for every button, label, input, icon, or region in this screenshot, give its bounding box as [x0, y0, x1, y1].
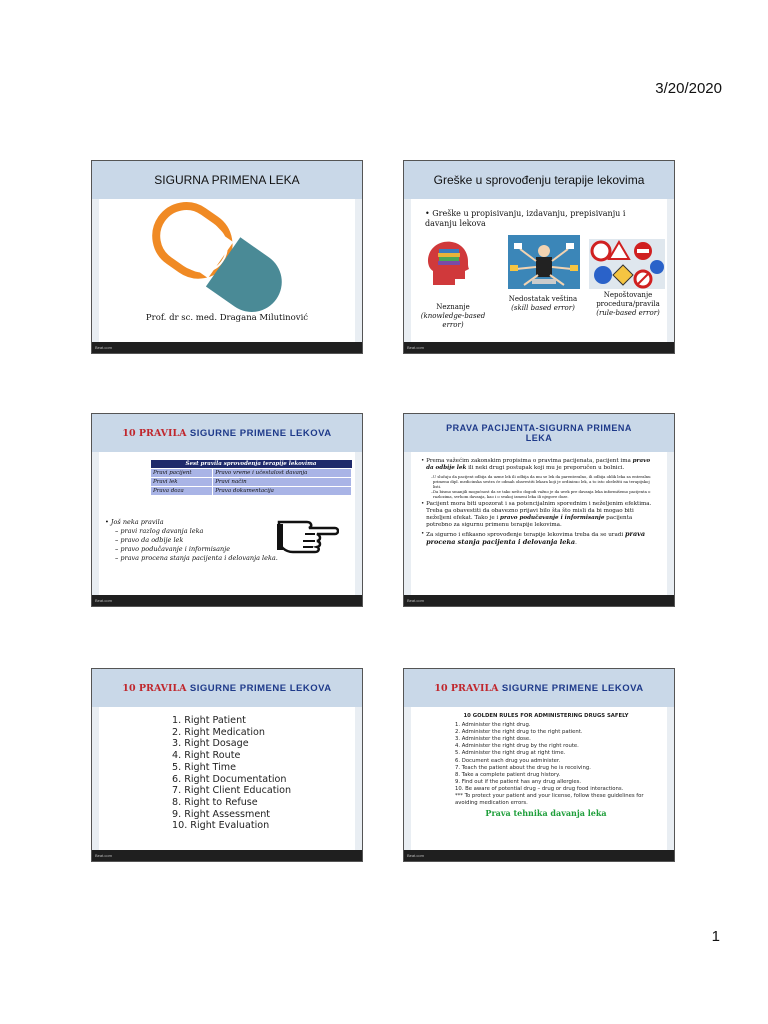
bullet-3: • Za sigurno i efikasno sprovođenje terapije lekovima treba da se uradi prava procena stanja pacijenta i delovanja leka. [421, 530, 646, 546]
pointing-hand-icon [277, 514, 339, 554]
sub-bullet-2: – Da bismo smanjili mogućnost da se tako nešto dogodi važno je da uvek pre davanja leka informišemo pacijenta o razlozima, svrhom davanja, kao i o svakoj izmeni leka ili njegove doze. [431, 489, 651, 499]
list-item: 3. Administer the right dose. [455, 736, 531, 743]
list-item: 10. Right Evaluation [172, 820, 270, 832]
caption-skill: Nedostatak veština (skill based error) [508, 295, 578, 312]
six-rules-table [150, 460, 352, 496]
list-item: 9. Right Assessment [172, 808, 271, 820]
golden-rules-title: 10 GOLDEN RULES FOR ADMINISTERING DRUGS SAFELY [463, 713, 629, 719]
slide-footer: Beat.com [404, 342, 674, 353]
author-name: Prof. dr sc. med. Dragana Milutinović [145, 313, 309, 323]
slide-title: Greške u sprovođenju terapije lekovima [404, 161, 674, 200]
list-item: 4. Administer the right drug by the right route. [455, 743, 579, 750]
list-item: 1. Administer the right drug. [455, 722, 531, 729]
slide-3 [91, 413, 363, 607]
list-item: prava procena stanja pacijenta i delovanja leka. [120, 554, 278, 562]
list-item: pravo podučavanje i informisanje [120, 545, 231, 553]
rights-list [172, 715, 291, 832]
page-date: 3/20/2020 [655, 80, 722, 97]
list-item: 7. Right Client Education [172, 785, 292, 797]
list-item: 9. Find out if the patient has any drug allergies. [455, 778, 582, 785]
slide-footer: Beat.com [92, 850, 362, 861]
slide-6 [403, 668, 675, 862]
list-item: 5. Right Time [172, 761, 236, 773]
slide-footer: Beat.com [404, 850, 674, 861]
table-row: Pravi lek Pravi način [151, 478, 352, 487]
list-item: 8. Take a complete patient drug history. [455, 771, 561, 778]
slide-footer: Beat.com [404, 595, 674, 606]
table-row: Prava doza Prava dokumentacija [151, 487, 352, 496]
bullet-2: • Pacijent mora biti upozorat i sa potencijalnim sporednim i neželjenim efektima. Treba ga obavestiti da obavezno prijavi bilo šta što misli da bi mogao biti neželjeni efekat. Tako je i pravo podučavanje i informisanje pacijenta potrebno za sigurnu primenu terapije lekovima. [421, 501, 652, 528]
list-item: 2. Right Medication [172, 726, 265, 738]
list-item: 2. Administer the right drug to the right patient. [455, 729, 583, 736]
caption-rule: Nepoštovanje procedura/pravila (rule-based error) [596, 291, 660, 317]
list-item: 7. Teach the patient about the drug he is receiving. [455, 764, 591, 771]
list-item: 4. Right Route [172, 750, 241, 762]
slide-title: 10 PRAVILA SIGURNE PRIMENE LEKOVA [404, 669, 674, 708]
caption-knowledge: Neznanje (knowledge-based error) [420, 303, 486, 329]
guidelines-note: *** To protect your patient and your license, follow these guidelines for avoiding medication errors. [455, 793, 644, 807]
slide-4 [403, 413, 675, 607]
list-item: pravo da odbije lek [120, 536, 184, 544]
slide-title: 10 PRAVILA SIGURNE PRIMENE LEKOVA [92, 414, 362, 453]
list-item: 5. Administer the right drug at right time. [455, 750, 566, 757]
slide-footer: Beat.com [92, 342, 362, 353]
bullet-1: • Prema važećim zakonskim propisima o pravima pacijenata, pacijent ima pravo da odbije lek ili neki drugi postupak koji mu je preporučen u bolnici. [421, 458, 651, 471]
slide-1 [91, 160, 363, 354]
slide-footer: Beat.com [92, 595, 362, 606]
list-item: 1. Right Patient [172, 715, 246, 726]
slide-title: SIGURNA PRIMENA LEKA [92, 161, 362, 200]
slide-title: PRAVA PACIJENTA-SIGURNA PRIMENA LEKA [404, 414, 674, 453]
extra-rules-list: • Još neka pravila – pravi razlog davanja leka – pravo da odbije lek – pravo podučavanje i informisanje – prava procena stanja pacijenta i delovanja leka. [105, 518, 278, 562]
list-item: 6. Right Documentation [172, 773, 287, 785]
list-item: 8. Right to Refuse [172, 796, 258, 808]
slide-2 [403, 160, 675, 354]
list-item: 6. Document each drug you administer. [455, 757, 561, 764]
list-item: 3. Right Dosage [172, 738, 249, 750]
slide-5 [91, 668, 363, 862]
table-header: Šest pravila sprovođenja terapije lekovima [151, 460, 352, 469]
multitasking-person-icon [508, 235, 580, 289]
sub-bullet-1: – U slučaju da pacijent odbija da uzme lek ili odbija da mu se lek da parenteralno, ili odbija oblik leka za enteralnu primenu dipl. medicinska sestra će odmah obavestiti lekara koji je ordinirao lek, a to isto obeležiti na terapijskoj listi. [431, 474, 651, 489]
table-row: Pravi pacijent Pravo vreme i učestalost davanja [151, 469, 352, 478]
traffic-signs-icon [589, 239, 665, 289]
page-number: 1 [711, 928, 720, 945]
list-item: pravi razlog davanja leka [120, 527, 204, 535]
golden-rules-list [455, 713, 657, 817]
list-item: 10. Be aware of potential drug – drug or drug food interactions. [455, 785, 624, 792]
green-caption: Prava tehnika davanja leka [485, 808, 607, 819]
head-books-icon [423, 237, 473, 287]
bullet-errors: • Greške u propisivanju, izdavanju, prepisivanju i davanju lekova [425, 209, 626, 228]
slide-title: 10 PRAVILA SIGURNE PRIMENE LEKOVA [92, 669, 362, 708]
